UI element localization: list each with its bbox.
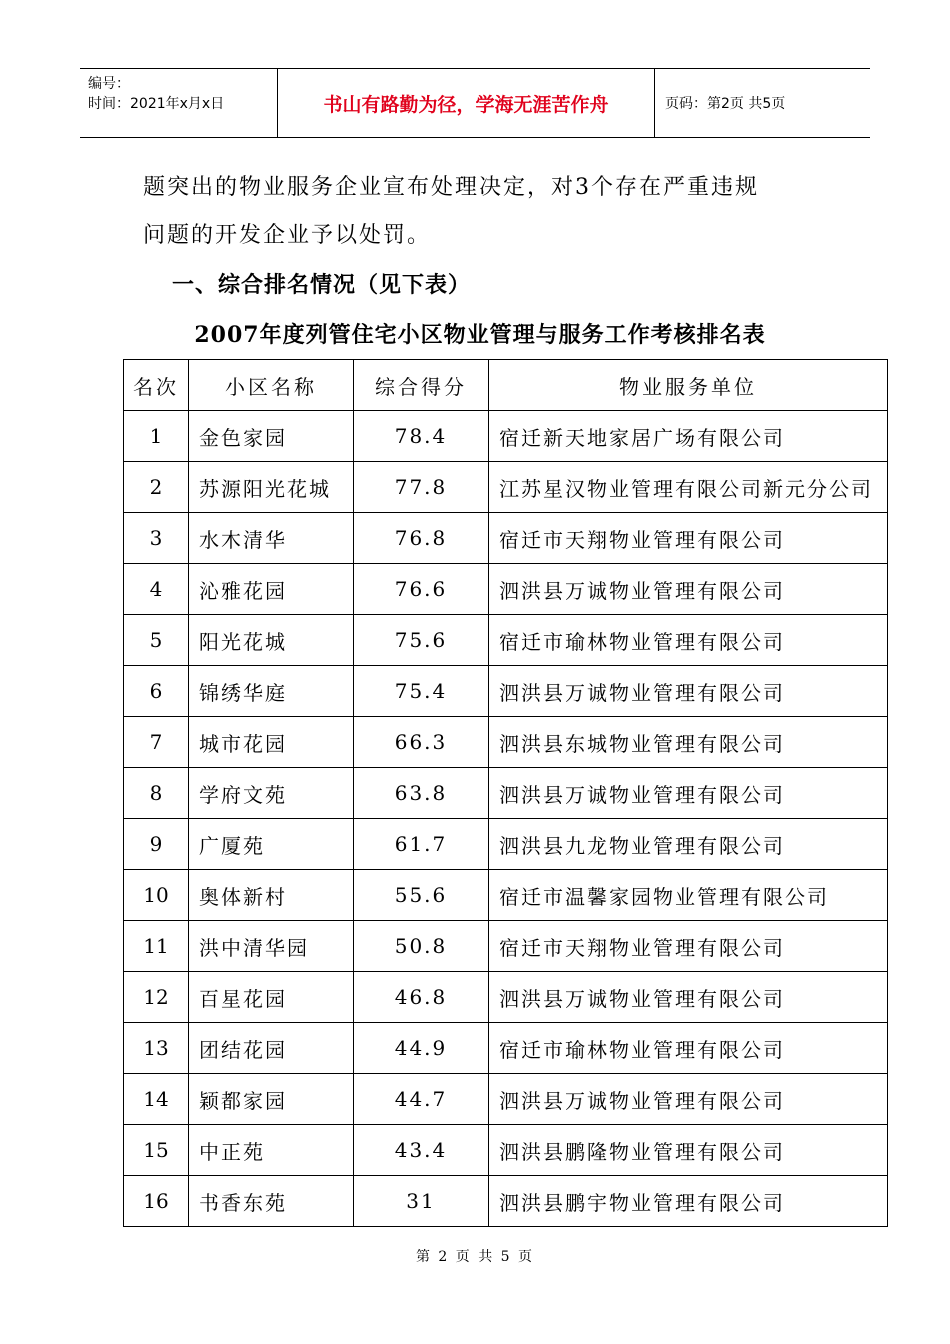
cell-score: 43.4 [354, 1125, 489, 1176]
table-row [124, 870, 888, 921]
cell-community-name: 沁雅花园 [189, 564, 354, 615]
cell-score: 77.8 [354, 462, 489, 513]
table-row [124, 1176, 888, 1227]
cell-service-company: 宿迁新天地家居广场有限公司 [489, 411, 888, 462]
header-meta [80, 69, 278, 137]
table-row [124, 1074, 888, 1125]
cell-service-company: 泗洪县鹏宇物业管理有限公司 [489, 1176, 888, 1227]
cell-rank: 10 [124, 870, 189, 921]
header-motto: 书山有路勤为径，学海无涯苦作舟 [278, 69, 655, 137]
table-row [124, 1125, 888, 1176]
cell-rank: 4 [124, 564, 189, 615]
table-row [124, 564, 888, 615]
cell-rank: 14 [124, 1074, 189, 1125]
cell-service-company: 宿迁市温馨家园物业管理有限公司 [489, 870, 888, 921]
body-paragraph-line-2: 问题的开发企业予以处罚。 [143, 223, 432, 248]
body-paragraph-line-1: 题突出的物业服务企业宣布处理决定，对3个存在严重违规 [143, 175, 759, 200]
cell-community-name: 水木清华 [189, 513, 354, 564]
table-body [124, 411, 888, 1227]
cell-community-name: 广厦苑 [189, 819, 354, 870]
section-heading: 一、综合排名情况（见下表） [172, 273, 472, 298]
cell-score: 66.3 [354, 717, 489, 768]
cell-score: 44.7 [354, 1074, 489, 1125]
header-service-company: 物业服务单位 [489, 360, 888, 411]
cell-service-company: 泗洪县万诚物业管理有限公司 [489, 1074, 888, 1125]
cell-community-name: 阳光花城 [189, 615, 354, 666]
cell-rank: 5 [124, 615, 189, 666]
cell-score: 76.8 [354, 513, 489, 564]
cell-rank: 12 [124, 972, 189, 1023]
cell-service-company: 泗洪县九龙物业管理有限公司 [489, 819, 888, 870]
cell-community-name: 中正苑 [189, 1125, 354, 1176]
table-row [124, 768, 888, 819]
table-row [124, 819, 888, 870]
cell-rank: 2 [124, 462, 189, 513]
header-page-info: 页码：第2页 共5页 [665, 96, 786, 112]
cell-community-name: 锦绣华庭 [189, 666, 354, 717]
header-community-name: 小区名称 [189, 360, 354, 411]
cell-service-company: 宿迁市天翔物业管理有限公司 [489, 513, 888, 564]
cell-community-name: 苏源阳光花城 [189, 462, 354, 513]
header-date: 时间：2021年x月x日 [88, 96, 225, 112]
cell-service-company: 泗洪县鹏隆物业管理有限公司 [489, 1125, 888, 1176]
ranking-table [123, 359, 888, 1227]
table-row [124, 666, 888, 717]
cell-rank: 6 [124, 666, 189, 717]
cell-community-name: 奥体新村 [189, 870, 354, 921]
cell-service-company: 宿迁市天翔物业管理有限公司 [489, 921, 888, 972]
table-caption: 2007年度列管住宅小区物业管理与服务工作考核排名表 [194, 322, 766, 348]
header-rank: 名次 [124, 360, 189, 411]
table-row [124, 1023, 888, 1074]
page-footer: 第 2 页 共 5 页 [415, 1249, 535, 1265]
cell-score: 61.7 [354, 819, 489, 870]
cell-service-company: 宿迁市瑜林物业管理有限公司 [489, 1023, 888, 1074]
cell-score: 76.6 [354, 564, 489, 615]
cell-score: 75.6 [354, 615, 489, 666]
cell-community-name: 颖都家园 [189, 1074, 354, 1125]
cell-community-name: 城市花园 [189, 717, 354, 768]
header-serial-label: 编号： [88, 76, 130, 92]
table-row [124, 411, 888, 462]
cell-service-company: 泗洪县万诚物业管理有限公司 [489, 972, 888, 1023]
cell-rank: 9 [124, 819, 189, 870]
cell-rank: 16 [124, 1176, 189, 1227]
cell-score: 55.6 [354, 870, 489, 921]
header-score: 综合得分 [354, 360, 489, 411]
table-row [124, 513, 888, 564]
cell-service-company: 泗洪县万诚物业管理有限公司 [489, 768, 888, 819]
cell-rank: 11 [124, 921, 189, 972]
cell-score: 50.8 [354, 921, 489, 972]
cell-rank: 15 [124, 1125, 189, 1176]
cell-rank: 8 [124, 768, 189, 819]
table-row [124, 921, 888, 972]
cell-score: 46.8 [354, 972, 489, 1023]
cell-service-company: 宿迁市瑜林物业管理有限公司 [489, 615, 888, 666]
cell-community-name: 百星花园 [189, 972, 354, 1023]
cell-score: 78.4 [354, 411, 489, 462]
cell-community-name: 学府文苑 [189, 768, 354, 819]
table-row [124, 462, 888, 513]
cell-service-company: 泗洪县东城物业管理有限公司 [489, 717, 888, 768]
table-header-row [124, 360, 888, 411]
cell-service-company: 泗洪县万诚物业管理有限公司 [489, 666, 888, 717]
table-row [124, 615, 888, 666]
table-row [124, 717, 888, 768]
cell-rank: 3 [124, 513, 189, 564]
cell-score: 75.4 [354, 666, 489, 717]
cell-service-company: 泗洪县万诚物业管理有限公司 [489, 564, 888, 615]
cell-community-name: 团结花园 [189, 1023, 354, 1074]
page-header [80, 68, 870, 138]
cell-community-name: 金色家园 [189, 411, 354, 462]
cell-score: 63.8 [354, 768, 489, 819]
cell-rank: 7 [124, 717, 189, 768]
cell-community-name: 洪中清华园 [189, 921, 354, 972]
cell-rank: 1 [124, 411, 189, 462]
cell-score: 44.9 [354, 1023, 489, 1074]
cell-score: 31 [354, 1176, 489, 1227]
cell-community-name: 书香东苑 [189, 1176, 354, 1227]
table-row [124, 972, 888, 1023]
cell-service-company: 江苏星汉物业管理有限公司新元分公司 [489, 462, 888, 513]
cell-rank: 13 [124, 1023, 189, 1074]
